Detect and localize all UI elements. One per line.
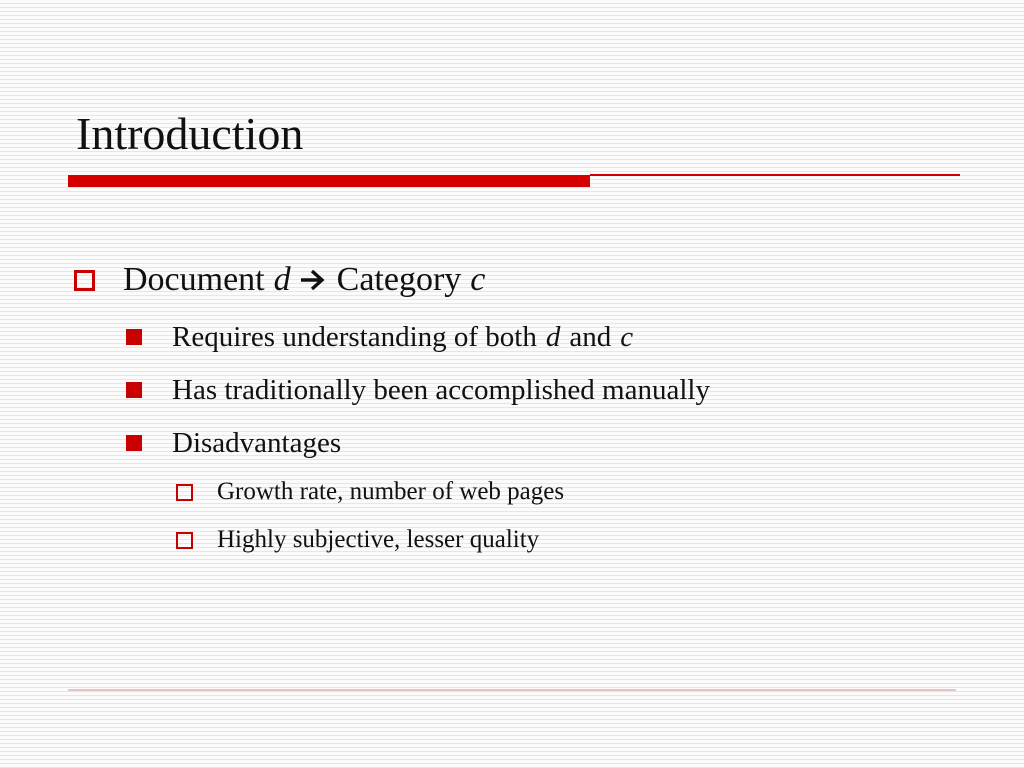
slide-title: Introduction <box>76 108 304 159</box>
bullet-disadvantages <box>126 423 341 463</box>
filled-square-bullet-icon <box>126 435 142 451</box>
filled-square-bullet-icon <box>126 382 142 398</box>
sub-bullet-subjective <box>176 523 539 557</box>
bullet-document-to-category <box>74 258 485 302</box>
sub-bullet-text-growth-rate: Growth rate, number of web pages <box>217 478 565 505</box>
bullet-text-and: and <box>569 320 612 353</box>
title-underline-thin <box>590 174 960 176</box>
hollow-square-bullet-icon <box>176 484 193 501</box>
variable-c: c <box>470 261 486 298</box>
variable-d: d <box>273 261 291 298</box>
bullet-text-requires: Requires understanding of both <box>172 320 537 353</box>
sub-bullet-text-subjective: Highly subjective, lesser quality <box>217 526 540 553</box>
filled-square-bullet-icon <box>126 329 142 345</box>
hollow-square-bullet-icon <box>74 270 95 291</box>
hollow-square-bullet-icon <box>176 532 193 549</box>
bullet-text-document: Document <box>123 261 265 298</box>
right-arrow-icon <box>299 268 327 292</box>
bullet-text-manually: Has traditionally been accomplished manually <box>172 373 710 406</box>
footer-divider <box>68 689 956 691</box>
variable-c: c <box>620 320 634 353</box>
variable-d: d <box>545 320 561 353</box>
bullet-accomplished-manually <box>126 370 710 410</box>
title-underline-thick <box>68 175 590 187</box>
sub-bullet-growth-rate <box>176 475 564 509</box>
bullet-text-disadvantages: Disadvantages <box>172 426 342 459</box>
bullet-text-category: Category <box>336 261 462 298</box>
bullet-requires-understanding <box>126 317 633 357</box>
